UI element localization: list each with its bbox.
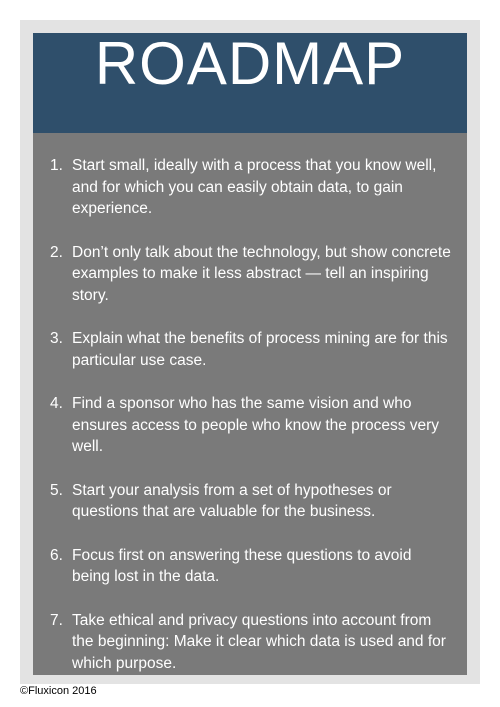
item-text: Focus first on answering these questions to avoid being lost in the data.	[72, 546, 412, 585]
item-text: Start your analysis from a set of hypotheses or questions that are valuable for the business.	[72, 481, 392, 520]
item-number: 4.	[50, 395, 63, 412]
item-number: 5.	[50, 481, 63, 499]
item-text: Don’t only talk about the technology, but show concrete examples to make it less abstract — tell an inspiring story.	[72, 243, 451, 304]
list-item	[33, 328, 467, 371]
item-number: 1.	[50, 157, 63, 174]
list-item	[33, 393, 467, 458]
page-title: ROADMAP	[94, 29, 406, 97]
list-item	[33, 480, 467, 523]
item-text: Explain what the benefits of process mining are for this particular use case.	[72, 330, 448, 369]
roadmap-panel	[33, 133, 467, 675]
copyright-notice: ©Fluxicon 2016	[20, 685, 97, 697]
item-number: 6.	[50, 546, 63, 564]
item-text: Find a sponsor who has the same vision and who ensures access to people who know the process very well.	[72, 395, 440, 455]
item-text: Start small, ideally with a process that you know well, and for which you can easily obtain data, to gain experience.	[72, 157, 437, 217]
roadmap-list	[33, 155, 467, 696]
list-item	[33, 242, 467, 307]
item-number: 2.	[50, 243, 63, 261]
list-item	[33, 610, 467, 675]
item-number: 7.	[50, 611, 63, 629]
item-text: Take ethical and privacy questions into account from the beginning: Make it clear which data is used and for which purpose.	[72, 611, 446, 672]
item-number: 3.	[50, 330, 63, 347]
list-item	[33, 155, 467, 220]
list-item	[33, 545, 467, 588]
title-banner	[33, 29, 467, 133]
